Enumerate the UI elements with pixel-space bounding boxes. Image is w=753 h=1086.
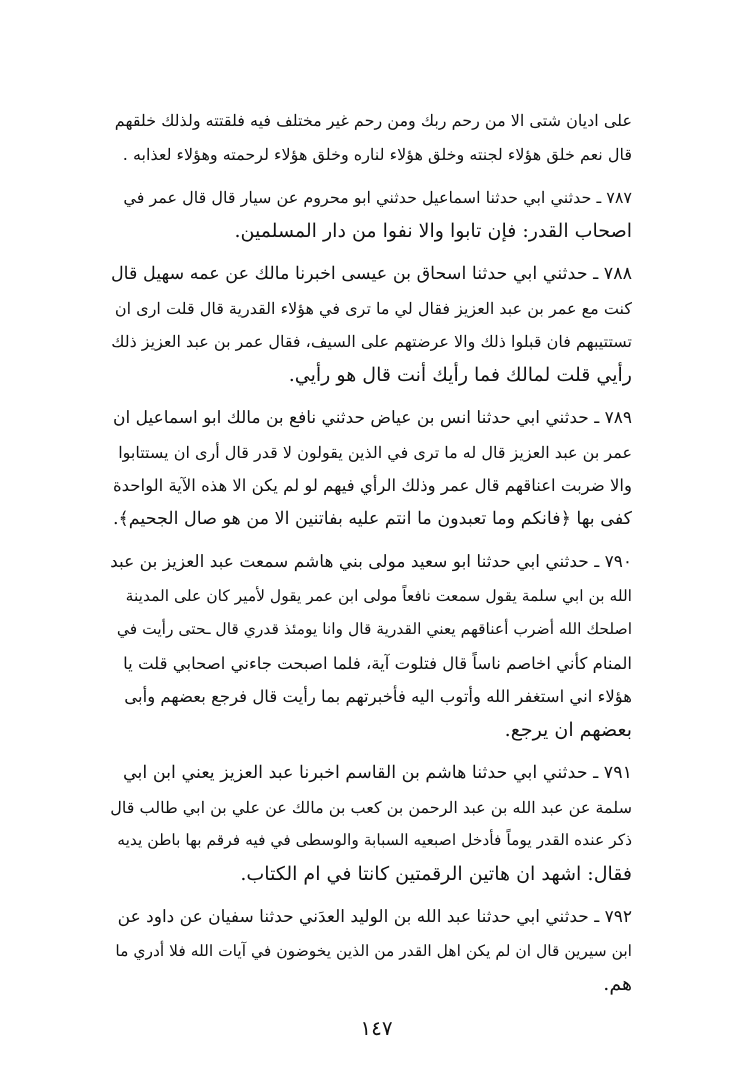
text-line: سلمة عن عبد الله بن عبد الرحمن بن كعب بن مالك عن علي بن ابي طالب قال (110, 797, 632, 817)
text-line: اصحاب القدر: فإن تابوا والا نفوا من دار المسلمين. (234, 219, 632, 242)
text-line: كفى بها ﴿فانكم وما تعبدون ما انتم عليه بفاتنين الا من هو صال الجحيم﴾. (112, 508, 632, 529)
text-line: تستتيبهم فان قبلوا ذلك والا عرضتهم على السيف، فقال عمر بن عبد العزيز ذلك (111, 332, 632, 351)
text-line: ٧٩١ ـ حدثني ابي حدثنا هاشم بن القاسم اخبرنا عبد العزيز يعني ابن ابي (122, 763, 632, 783)
text-line: ٧٨٧ ـ حدثني ابي حدثنا اسماعيل حدثني ابو محروم عن سيار قال قال عمر في (123, 188, 632, 207)
text-line: اصلحك الله أضرب أعناقهم يعني القدرية قال وانا يومئذ قدري قال ـحتى رأيت في (116, 620, 632, 638)
text-line: قال نعم خلق هؤلاء لجنته وخلق هؤلاء لناره وخلق هؤلاء لرحمته وهؤلاء لعذابه . (122, 144, 632, 164)
text-line: ٧٨٨ ـ حدثني ابي حدثنا اسحاق بن عيسى اخبرنا مالك عن عمه سهيل قال (110, 264, 632, 284)
text-line: ٧٨٩ ـ حدثني ابي حدثنا انس بن عياض حدثني نافع بن مالك ابو اسماعيل ان (113, 408, 632, 428)
page-number: ١٤٧ (360, 1016, 393, 1040)
text-line: ٧٩٢ ـ حدثني ابي حدثنا عبد الله بن الوليد العدَني حدثنا سفيان عن داود عن (117, 907, 632, 927)
text-line: ابن سيرين قال ان لم يكن اهل القدر من الذين يخوضون في آيات الله فلا أدري ما (115, 941, 632, 960)
text-line: ٧٩٠ ـ حدثني ابي حدثنا ابو سعيد مولى بني هاشم سمعت عبد العزيز بن عبد (110, 552, 632, 572)
text-line: فقال: اشهد ان هاتين الرقمتين كانتا في ام الكتاب. (240, 862, 632, 885)
text-line: عمر بن عبد العزيز قال له ما ترى في الذين يقولون لا قدر قال أرى ان يستتابوا (118, 442, 632, 462)
text-line: بعضهم ان يرجع. (504, 718, 632, 741)
paragraph-intro (110, 104, 632, 171)
paragraph-792 (110, 901, 632, 1002)
paragraph-791 (110, 757, 632, 891)
paragraph-790 (110, 546, 632, 747)
paragraph-788 (110, 258, 632, 392)
text-line: المنام كأني اخاصم ناساً قال فتلوت آية، فلما اصبحت جاءني اصحابي قلت يا (123, 653, 632, 673)
text-line: هؤلاء اني استغفر الله وأتوب اليه فأخبرتهم بما رأيت قال فرجع بعضهم وأبى (124, 687, 632, 706)
paragraph-789 (110, 402, 632, 536)
text-line: والا ضربت اعناقهم قال عمر وذلك الرأي فيهم لو لم يكن الا هذه الآية الواحدة (112, 476, 632, 495)
text-line: على اديان شتى الا من رحم ربك ومن رحم غير مختلف فيه فلقتته ولذلك خلقهم (114, 111, 632, 130)
text-line: الله بن ابي سلمة يقول سمعت نافعاً مولى ابن عمر يقول لأمير كان على المدينة (125, 586, 632, 605)
text-line: رأيي قلت لمالك فما رأيك أنت قال هو رأيي. (288, 363, 632, 386)
text-line: كنت مع عمر بن عبد العزيز فقال لي ما ترى في هؤلاء القدرية قال قلت ارى ان (114, 298, 632, 318)
page-body (110, 104, 632, 1002)
text-line: هم. (603, 973, 632, 995)
text-line: ذكر عنده القدر يوماً فأدخل اصبعيه السبابة والوسطى في فيه فرقم بها باطن يديه (117, 831, 632, 849)
paragraph-787 (110, 181, 632, 248)
